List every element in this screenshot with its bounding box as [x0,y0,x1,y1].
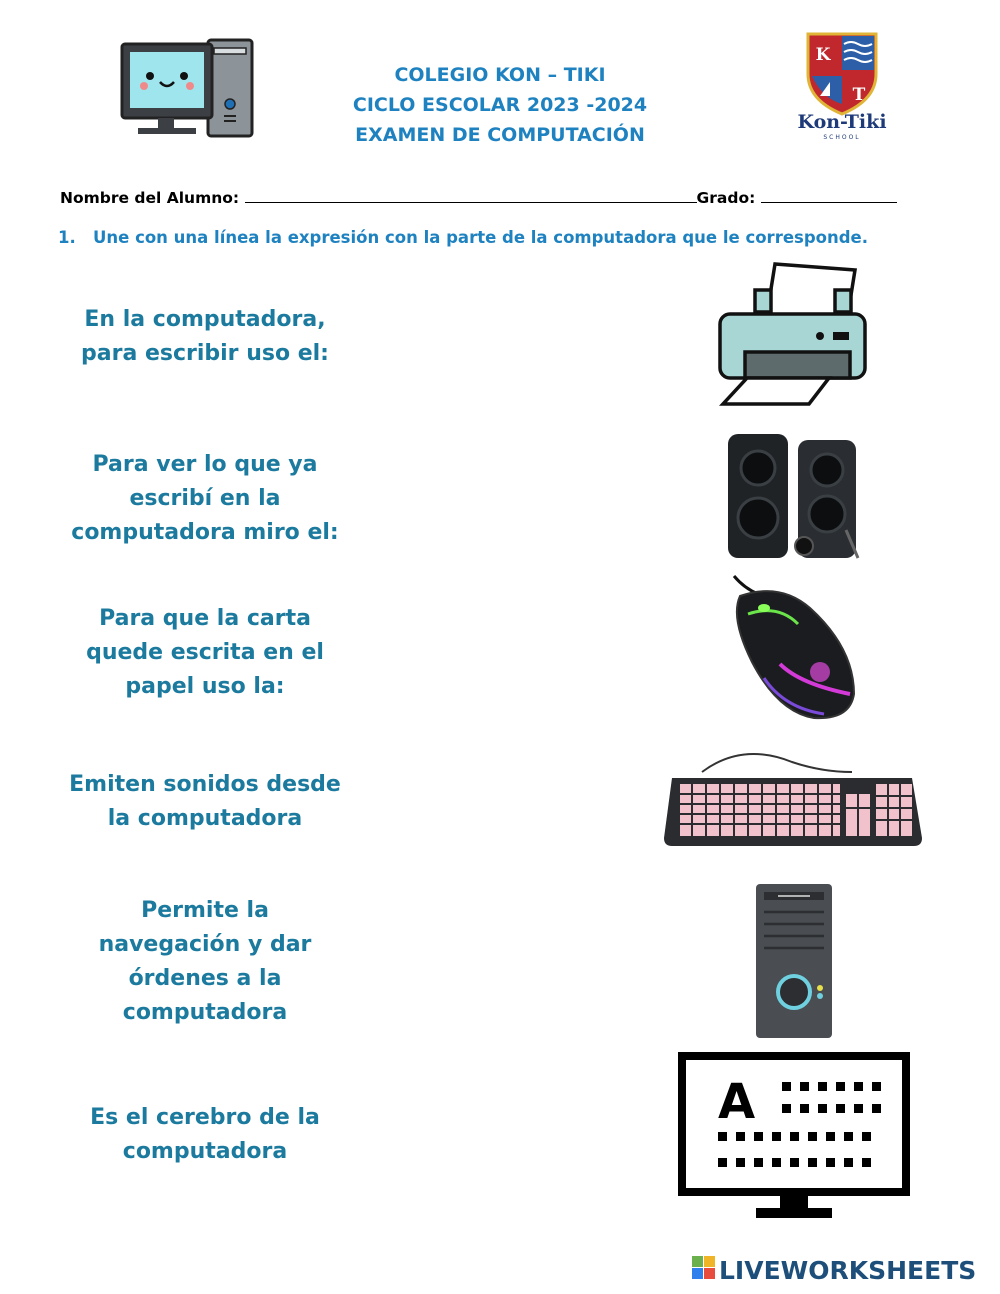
phrase-line: computadora miro el: [71,520,339,545]
student-row [60,188,897,207]
student-name-label: Nombre del Alumno: [60,189,240,207]
phrase-line: quede escrita en el [86,640,324,665]
question-instruction [58,228,868,247]
phrase-speakers-clue[interactable] [55,768,355,836]
cpu-tower-icon[interactable] [754,882,834,1040]
phrase-printer-clue[interactable] [55,602,355,704]
phrase-cpu-clue[interactable] [55,1101,355,1169]
computer-mascot-icon [108,30,268,150]
logo-letter-k: K [815,45,831,65]
phrase-line: escribí en la [129,486,281,511]
school-name: COLEGIO KON – TIKI [394,64,606,86]
logo-sub: SCHOOL [823,134,861,141]
phrase-line: navegación y dar [98,932,312,957]
header-title [300,60,700,150]
phrase-line: papel uso la: [125,674,285,699]
phrase-mouse-clue[interactable] [55,894,355,1030]
phrase-keyboard-clue[interactable] [55,303,355,371]
logo-name: Kon-Tiki [797,111,887,133]
monitor-icon[interactable] [678,1052,910,1220]
phrase-line: para escribir uso el: [81,341,329,366]
phrase-line: la computadora [107,806,303,831]
phrase-line: En la computadora, [84,307,326,332]
monitor-letter: A [718,1074,756,1130]
school-logo [790,30,894,142]
phrase-line: Para ver lo que ya [92,452,318,477]
logo-letter-t: T [852,85,866,105]
phrase-line: computadora [122,1139,288,1164]
keyboard-icon[interactable] [662,750,924,852]
phrase-monitor-clue[interactable] [55,448,355,550]
phrase-line: Para que la carta [99,606,311,631]
grade-label: Grado: [696,189,756,207]
phrase-line: Es el cerebro de la [90,1105,320,1130]
school-cycle: CICLO ESCOLAR 2023 -2024 [352,94,648,116]
phrase-line: computadora [122,1000,288,1025]
question-number: 1. [58,228,76,247]
mouse-icon[interactable] [720,574,860,720]
question-text: Une con una línea la expresión con la parte de la computadora que le corresponde. [92,228,869,247]
phrase-line: Permite la [141,898,269,923]
phrase-line: órdenes a la [128,966,282,991]
student-name-field[interactable] [245,188,697,203]
liveworksheets-logo [692,1252,992,1286]
footer-brand: LIVEWORKSHEETS [719,1256,977,1285]
speakers-icon[interactable] [722,430,862,562]
printer-icon[interactable] [715,260,870,410]
grade-field[interactable] [761,188,897,203]
phrase-line: Emiten sonidos desde [69,772,341,797]
exam-title: EXAMEN DE COMPUTACIÓN [355,124,645,146]
